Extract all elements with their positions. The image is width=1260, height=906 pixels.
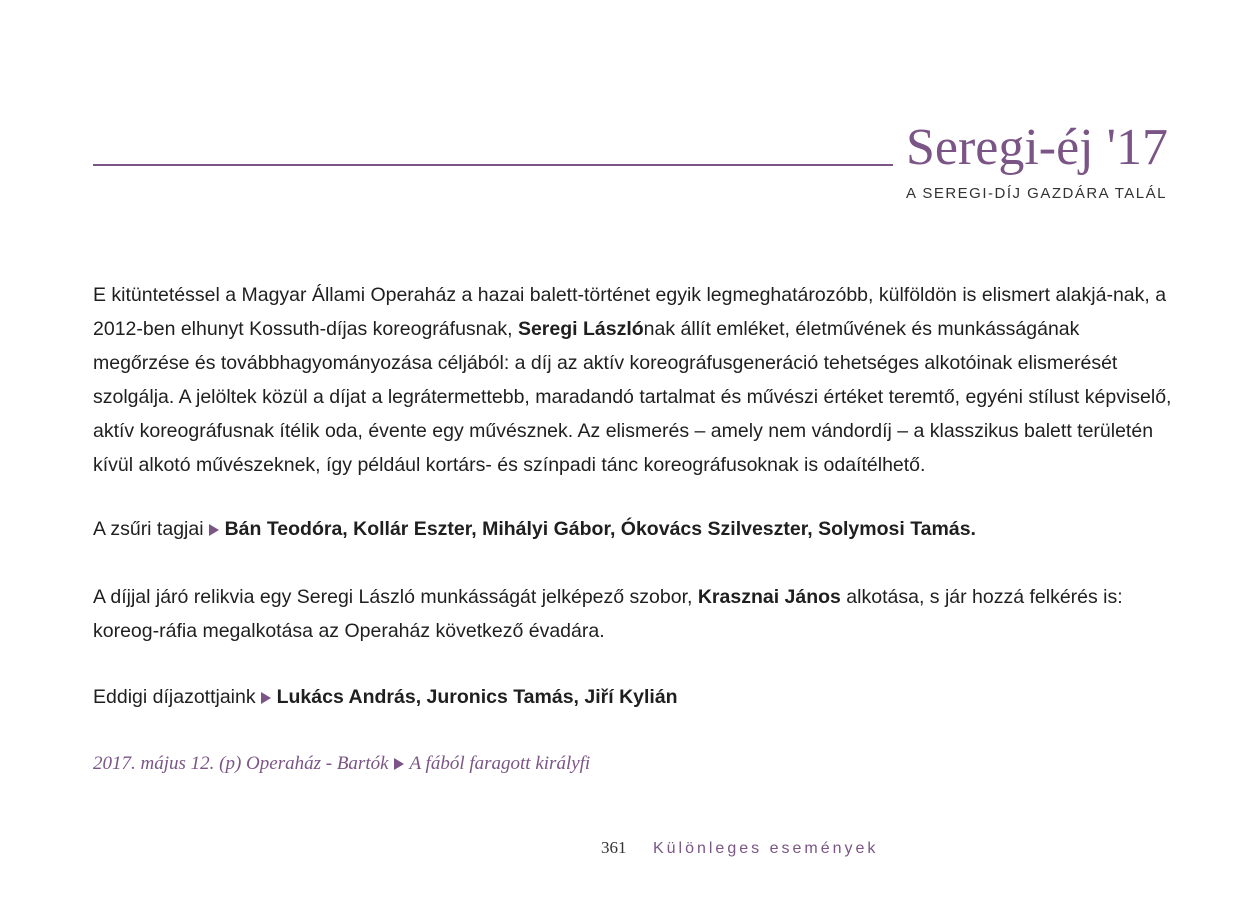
laureates-paragraph: [93, 680, 1173, 714]
page-footer: [601, 836, 878, 861]
section-name: Különleges események: [652, 840, 879, 857]
intro-paragraph: [93, 278, 1173, 482]
event-date-venue: 2017. május 12. (p) Operaház - Bartók: [93, 753, 389, 774]
page-number: 361: [601, 838, 627, 857]
intro-text-after: nak állít emléket, életművének és munkásságának megőrzése és továbbhagyományozása céljából: a díj az aktív koreográfusgeneráció tehetséges alkotóinak elismerését szolgálja. A jelöltek közül a díjat a legrátermettebb, maradandó tartalmat és művészi értéket teremtő, egyéni stílust képviselő, aktív koreográfusnak ítélik oda, évente egy művésznek. Az elismerés – amely nem vándordíj – a klasszikus balett területén kívül alkotó művészeknek, így például kortárs- és színpadi tánc koreográfusoknak is odaítélhető.: [93, 318, 1172, 476]
relic-paragraph: [93, 580, 1173, 648]
laureates-names: Lukács András, Juronics Tamás, Jiří Kylián: [276, 686, 678, 708]
event-line: [93, 747, 1173, 781]
jury-label: A zsűri tagjai: [93, 518, 204, 540]
page-subtitle: A SEREGI-DÍJ GAZDÁRA TALÁL: [905, 185, 1167, 202]
jury-paragraph: [93, 512, 1173, 546]
honoree-name: Seregi László: [517, 318, 644, 340]
triangle-right-icon: [394, 758, 404, 770]
relic-text-after: alkotása, s jár hozzá felkérés is: koreog-ráfia megalkotása az Operaház következő évadára.: [93, 586, 1123, 642]
header-rule: [93, 164, 893, 166]
intro-text-before: E kitüntetéssel a Magyar Állami Operaház a hazai balett-történet egyik legmeghatározóbb, külföldön is elismert alakjá-nak, a 2012-ben elhunyt Kossuth-díjas koreográfusnak,: [93, 284, 1167, 340]
triangle-right-icon: [261, 692, 271, 704]
event-title: A fából faragott királyfi: [409, 753, 591, 774]
jury-names: Bán Teodóra, Kollár Eszter, Mihályi Gábor, Ókovács Szilveszter, Solymosi Tamás.: [224, 518, 976, 540]
page-title: Seregi-éj '17: [905, 119, 1168, 176]
laureates-label: Eddigi díjazottjaink: [93, 686, 256, 708]
triangle-right-icon: [209, 524, 219, 536]
relic-text-before: A díjjal járó relikvia egy Seregi László munkásságát jelképező szobor,: [93, 586, 698, 608]
sculptor-name: Krasznai János: [697, 586, 841, 608]
